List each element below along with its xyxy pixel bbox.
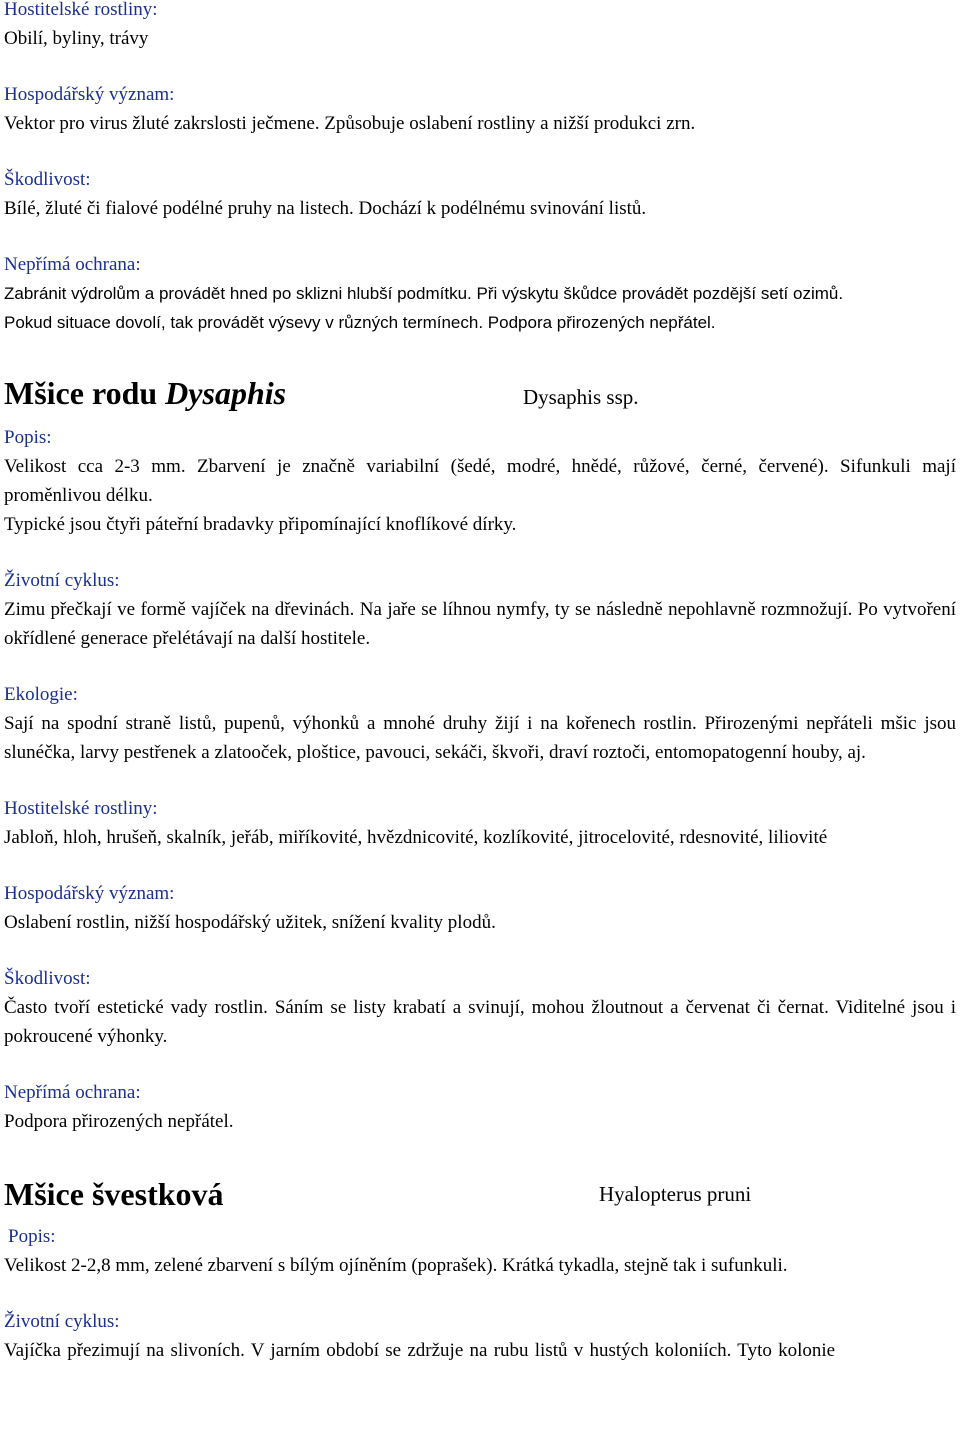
host-plants-text: Jabloň, hloh, hrušeň, skalník, jeřáb, miříkovité, hvězdnicovité, kozlíkovité, jitrocelovité, rdesnovité, liliovité: [4, 827, 828, 848]
indirect-protection-text-line2: Pokud situace dovolí, tak provádět výsevy v různých termínech. Podpora přirozených nepřátel.: [4, 313, 716, 332]
life-cycle-label: Životní cyklus:: [4, 570, 120, 591]
economic-importance-text: Vektor pro virus žluté zakrslosti ječmene. Způsobuje oslabení rostliny a nižší produkci zrn.: [4, 113, 696, 134]
life-cycle-text: Vajíčka přezimují na slivoních. V jarním období se zdržuje na rubu listů v hustých koloniích. Tyto kolonie: [4, 1340, 836, 1361]
section-heading-hyalopterus: [4, 1166, 956, 1222]
document-page: [4, 0, 956, 1365]
latin-name: Hyalopterus pruni: [599, 1182, 752, 1206]
host-plants-text: Obilí, byliny, trávy: [4, 28, 149, 49]
section-heading-dysaphis: [4, 367, 956, 423]
indirect-protection-label: Nepřímá ochrana:: [4, 254, 141, 275]
description-label: Popis:: [8, 1226, 56, 1247]
life-cycle-label: Životní cyklus:: [4, 1311, 120, 1332]
description-text: Velikost 2-2,8 mm, zelené zbarvení s bílým ojíněním (poprašek). Krátká tykadla, stejně tak i sufunkuli.: [4, 1255, 788, 1276]
description-text-line2: Typické jsou čtyři páteřní bradavky připomínající knoflíkové dírky.: [4, 514, 517, 535]
harmfulness-text: Často tvoří estetické vady rostlin. Sáním se listy krabatí a svinují, mohou žloutnout a červenat či černat. Viditelné jsou i pokroucené výhonky.: [4, 997, 956, 1047]
life-cycle-text: Zimu přečkají ve formě vajíček na dřevinách. Na jaře se líhnou nymfy, ty se následně nepohlavně rozmnožují. Po vytvoření okřídlené generace přelétávají na další hostitele.: [4, 599, 956, 649]
description-label: Popis:: [4, 427, 52, 448]
description-text: Velikost cca 2-3 mm. Zbarvení je značně variabilní (šedé, modré, hnědé, růžové, černé, červené). Sifunkuli mají proměnlivou délku.: [4, 456, 956, 506]
host-plants-label: Hostitelské rostliny:: [4, 0, 158, 20]
economic-importance-text: Oslabení rostlin, nižší hospodářský užitek, snížení kvality plodů.: [4, 912, 496, 933]
ecology-label: Ekologie:: [4, 684, 78, 705]
ecology-text: Sají na spodní straně listů, pupenů, výhonků a mnohé druhy žijí i na kořenech rostlin. Přirozenými nepřáteli mšic jsou slunéčka, larvy pestřenek a zlatooček, ploštice, pavouci, sekáči, škvoři, draví roztoči, entomopatogenní houby, aj.: [4, 713, 956, 763]
harmfulness-label: Škodlivost:: [4, 968, 91, 989]
economic-importance-label: Hospodářský význam:: [4, 883, 175, 904]
section-title: Mšice švestková: [4, 1176, 224, 1212]
harmfulness-label: Škodlivost:: [4, 169, 91, 190]
economic-importance-label: Hospodářský význam:: [4, 84, 175, 105]
indirect-protection-label: Nepřímá ochrana:: [4, 1082, 141, 1103]
harmfulness-text: Bílé, žluté či fialové podélné pruhy na listech. Dochází k podélnému svinování listů.: [4, 198, 647, 219]
indirect-protection-text-line1: Zabránit výdrolům a provádět hned po sklizni hlubší podmítku. Při výskytu škůdce provádět pozdější setí ozimů.: [4, 284, 844, 303]
section-title: Mšice rodu Dysaphis: [4, 375, 287, 411]
latin-name: Dysaphis ssp.: [523, 385, 639, 409]
indirect-protection-text: Podpora přirozených nepřátel.: [4, 1111, 234, 1132]
host-plants-label: Hostitelské rostliny:: [4, 798, 158, 819]
